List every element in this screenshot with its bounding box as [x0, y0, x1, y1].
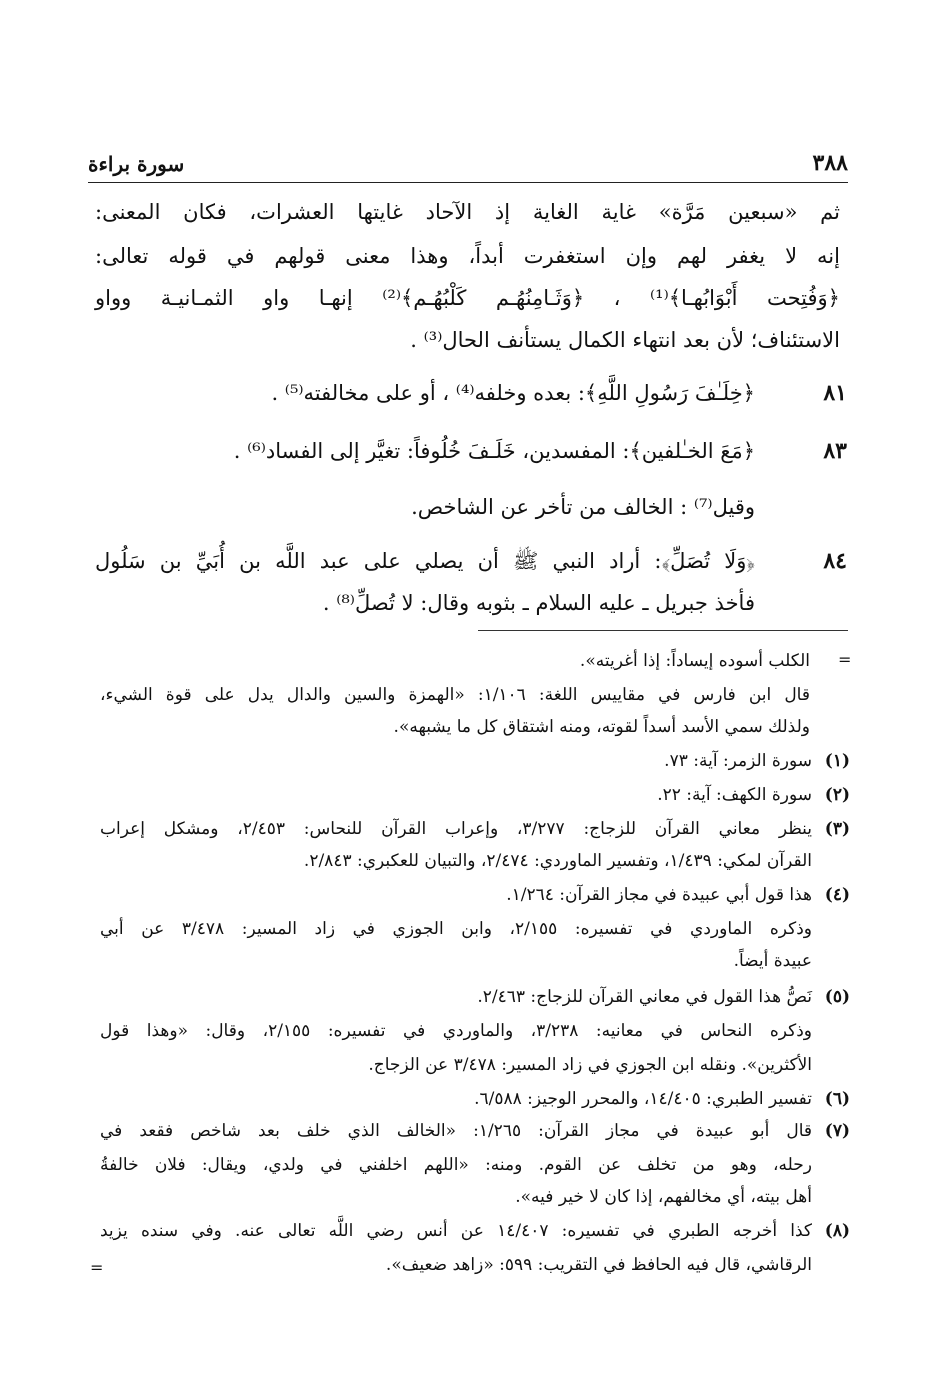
footnote-rule	[478, 630, 848, 631]
footnote-line: هذا قول أبي عبيدة في مجاز القرآن: ١/٢٦٤.	[506, 885, 812, 905]
footnote-marker: (٦)	[824, 1089, 850, 1109]
running-header	[88, 150, 848, 180]
intro-paragraph	[95, 197, 840, 357]
footnote-line: الكلب أسوده إيساداً: إذا أغريته».	[579, 651, 810, 671]
entry-line: فأخذ جبريل ـ عليه السلام ـ بثوبه وقال: لا تُصلِّ⁽⁸⁾ .	[322, 591, 755, 615]
footnote-line: أهل بيته، أي مخالفهم، إذا كان لا خير فيه».	[515, 1187, 812, 1207]
verse-number: ٨١	[823, 380, 847, 406]
footnote-line: القرآن لمكي: ١/٤٣٩، وتفسير الماوردي: ٢/٤٧٤، والتبيان للعكبري: ٢/٨٤٣.	[303, 851, 812, 871]
surah-title: سورة براءة	[88, 152, 185, 176]
footnote-line: الأكثرين». ونقله ابن الجوزي في زاد المسير: ٣/٤٧٨ عن الزجاج.	[368, 1055, 812, 1075]
footnote-line: سورة الزمر: آية: ٧٣.	[664, 751, 812, 771]
entry-line: ﴿مَعَ الخـٰلفين﴾: المفسدين، خَلَـفَ خُلُوفاً: تغيَّر إلى الفساد⁽⁶⁾ .	[233, 439, 755, 463]
footnote-line: عبيدة أيضاً.	[733, 951, 812, 971]
entry-line: ﴿خِلَـٰفَ رَسُولِ اللَّهِ﴾: بعده وخلفه⁽⁴⁾ ، أو على مخالفته⁽⁵⁾ .	[271, 381, 755, 405]
footnote-marker: (٥)	[824, 987, 850, 1007]
footnote-marker: (٤)	[824, 885, 850, 905]
verse-entries	[95, 378, 847, 638]
footnote-line: وذكره الماوردي في تفسيره: ٢/١٥٥، وابن الجوزي في زاد المسير: ٣/٤٧٨ عن أبي	[100, 919, 812, 939]
footnote-line: قال أبو عبيدة في مجاز القرآن: ١/٢٦٥: «الخالف الذي خلف بعد شاخص فقعد في	[100, 1121, 812, 1141]
intro-line: إنه لا يغفر لهم وإن استغفرت أبداً، وهذا معنى قولهم في قوله تعالى:	[95, 244, 840, 268]
intro-line: ثم «سبعين مَرَّة» غاية الغاية إذ الآحاد غايتها العشرات، فكان المعنى:	[95, 200, 840, 224]
continuation-marker: =	[838, 650, 852, 669]
header-rule	[88, 182, 848, 183]
footnote-line: كذا أخرجه الطبري في تفسيره: ١٤/٤٠٧ عن أنس رضي اللَّه تعالى عنه. وفي سنده يزيد	[100, 1221, 812, 1241]
footnote-line: ولذلك سمي الأسد أسداً لقوته، ومنه اشتقاق كل ما يشبهه».	[393, 717, 810, 737]
footnote-line: سورة الكهف: آية: ٢٢.	[657, 785, 812, 805]
end-continuation-marker: =	[90, 1258, 104, 1277]
intro-line: الاستئناف؛ لأن بعد انتهاء الكمال يستأنف الحال⁽³⁾ .	[410, 328, 840, 352]
footnote-line: رحله، وهو من تخلف عن القوم. ومنه: «اللهم اخلفني في ولدي، ويقال: فلان خالفةُ	[100, 1155, 812, 1175]
entry-line: ﴿وَلَا تُصَلِّ﴾: أراد النبي ﷺ أن يصلي على عبد اللَّه بن أُبَيِّ بن سَلُول	[95, 549, 755, 573]
footnote-line: الرقاشي، قال فيه الحافظ في التقريب: ٥٩٩: «زاهد ضعيف».	[385, 1255, 812, 1275]
footnote-line: قال ابن فارس في مقاييس اللغة: ١/١٠٦: «الهمزة والسين والدال يدل على قوة الشيء،	[100, 685, 810, 705]
verse-number: ٨٤	[823, 548, 847, 574]
footnote-marker: (٧)	[824, 1121, 850, 1141]
footnote-line: وذكره النحاس في معانيه: ٣/٢٣٨، والماوردي في تفسيره: ٢/١٥٥، وقال: «وهذا قول	[100, 1021, 812, 1041]
footnote-line: تفسير الطبري: ١٤/٤٠٥، والمحرر الوجيز: ٦/٥٨٨.	[474, 1089, 812, 1109]
footnote-marker: (٨)	[824, 1221, 850, 1241]
intro-line: ﴿وَفُتِحت أَبْوَابُهـا﴾⁽¹⁾ ، ﴿وَثَـامِنُهُـم كَلْبُهُـم﴾⁽²⁾ إنهـا واو الثمـانيـة وواو	[95, 286, 840, 310]
footnote-marker: (١)	[824, 751, 850, 771]
page-number: ٣٨٨	[812, 150, 848, 176]
footnote-line: نَصُّ هذا القول في معاني القرآن للزجاج: ٢/٤٦٣.	[477, 987, 812, 1007]
footnote-line: ينظر معاني القرآن للزجاج: ٣/٢٧٧، وإعراب القرآن للنحاس: ٢/٤٥٣، ومشكل إعراب	[100, 819, 813, 839]
footnote-marker: (٣)	[824, 819, 850, 839]
footnote-marker: (٢)	[824, 785, 850, 805]
verse-number: ٨٣	[823, 438, 847, 464]
entry-line: وقيل⁽⁷⁾ : الخالف من تأخر عن الشاخص.	[411, 495, 755, 519]
